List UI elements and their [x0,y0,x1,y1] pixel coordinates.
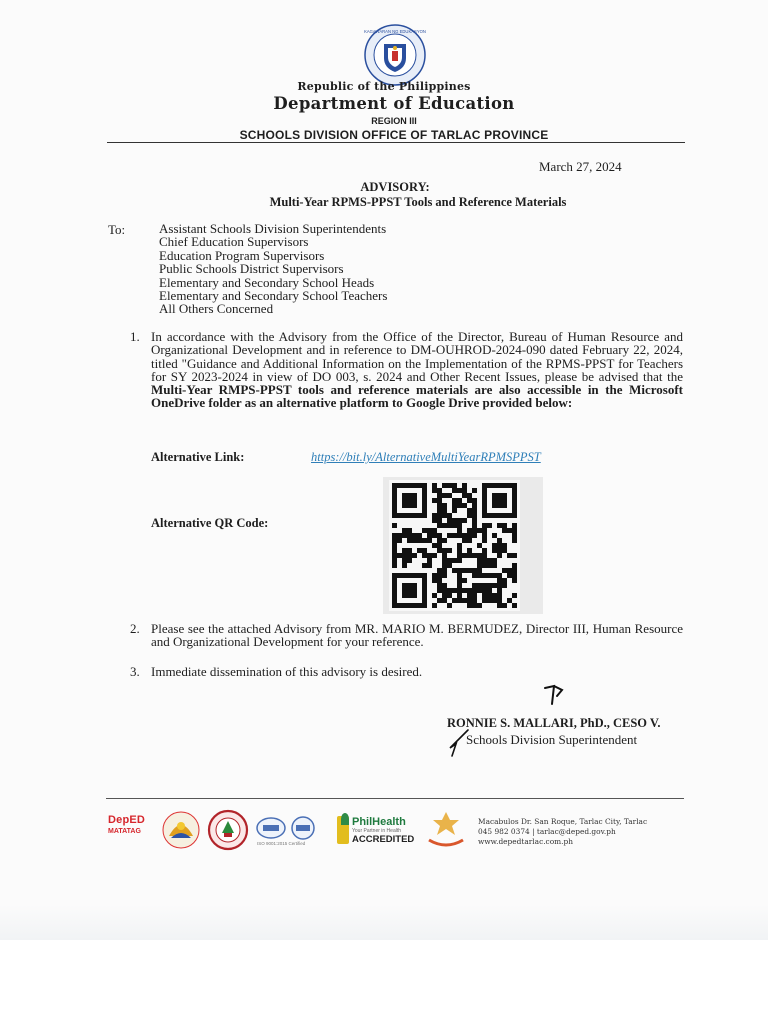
signatory-title: Schools Division Superintendent [466,732,638,747]
signature-mark-icon [540,680,570,708]
recipient-item: Chief Education Supervisors [159,234,309,250]
paragraph-number: 2. [130,621,140,636]
republic-heading: Republic of the Philippines [297,80,471,93]
document-date: March 27, 2024 [539,159,622,174]
recipient-item: Public Schools District Supervisors [159,261,344,277]
contact-phone-email: 045 982 0374 | tarlac@deped.gov.ph [478,827,616,836]
recipient-list [159,222,387,316]
qr-code[interactable] [383,477,543,614]
header-divider [107,142,685,143]
footer-logos [105,808,475,852]
recipient-item: Education Program Supervisors [159,247,325,263]
paragraph-number: 1. [130,329,140,344]
contact-info [478,817,647,847]
philhealth-leaf-top-icon [341,813,349,825]
alternative-link-label: Alternative Link: [151,450,245,464]
paragraph-text [151,330,683,410]
bagong-pilipinas-logo-icon [161,810,201,850]
paragraph-number: 3. [130,664,140,679]
philhealth-accredited-logo: PhilHealth Your Partner in Health ACCREDITED [337,813,417,849]
division-seal-icon [207,809,249,851]
deped-matatag-logo: DepED MATATAG [108,814,146,835]
region-heading: REGION III [371,116,417,126]
recipient-item: Elementary and Secondary School Heads [159,274,375,290]
to-label: To: [108,222,126,237]
iso-caption: ISO 9001:2015 Certified [257,841,306,846]
advisory-title: ADVISORY: [360,180,430,194]
alternative-link[interactable]: https://bit.ly/AlternativeMultiYearRPMSPPST [311,450,541,464]
paragraph-body: In accordance with the Advisory from the Office of the Director, Bureau of Human Resource and Organizational Development and in reference to DM-OUHROD-2024-090 dated February 22, 2024, titled "Guidance and Additional Information on the Implementation of the RPMS-PPST for Teachers for SY 2023-2024 in view of DO 003, s. 2024 and Other Recent Issues, please be advised that the [151,329,683,384]
paragraph-text: Immediate dissemination of this advisory is desired. [151,664,423,679]
qr-code-label: Alternative QR Code: [151,516,269,530]
iso-certification-icon [255,816,323,842]
department-heading: Department of Education [273,94,515,113]
footer-divider [106,798,684,799]
paragraph-text: Please see the attached Advisory from MR. MARIO M. BERMUDEZ, Director III, Human Resource and Organizational Development for your reference. [151,621,683,650]
contact-address: Macabulos Dr. San Roque, Tarlac City, Tarlac [478,817,648,826]
qr-code-image [383,477,543,614]
recipient-item: Elementary and Secondary School Teachers [159,288,388,304]
recipient-item: All Others Concerned [159,301,274,317]
recipient-item: Assistant Schools Division Superintendents [159,221,387,236]
svg-text:KAGAWARAN NG EDUKASYON: KAGAWARAN NG EDUKASYON [364,29,426,34]
initials-mark-icon [446,728,470,758]
page-bottom-edge [0,905,768,940]
prime-hrm-award-icon [425,810,467,850]
advisory-subject: Multi-Year RPMS-PPST Tools and Reference Materials [269,195,567,209]
paragraph-emphasis: Multi-Year RMPS-PPST tools and reference materials are also accessible in the Microsoft OneDrive folder as an alternative platform to Google Drive provided below: [151,382,683,411]
office-heading: SCHOOLS DIVISION OFFICE OF TARLAC PROVINCE [239,128,549,142]
deped-seal-icon [364,24,426,86]
signatory-name: RONNIE S. MALLARI, PhD., CESO V. [447,716,661,730]
contact-website: www.depedtarlac.com.ph [478,837,573,846]
